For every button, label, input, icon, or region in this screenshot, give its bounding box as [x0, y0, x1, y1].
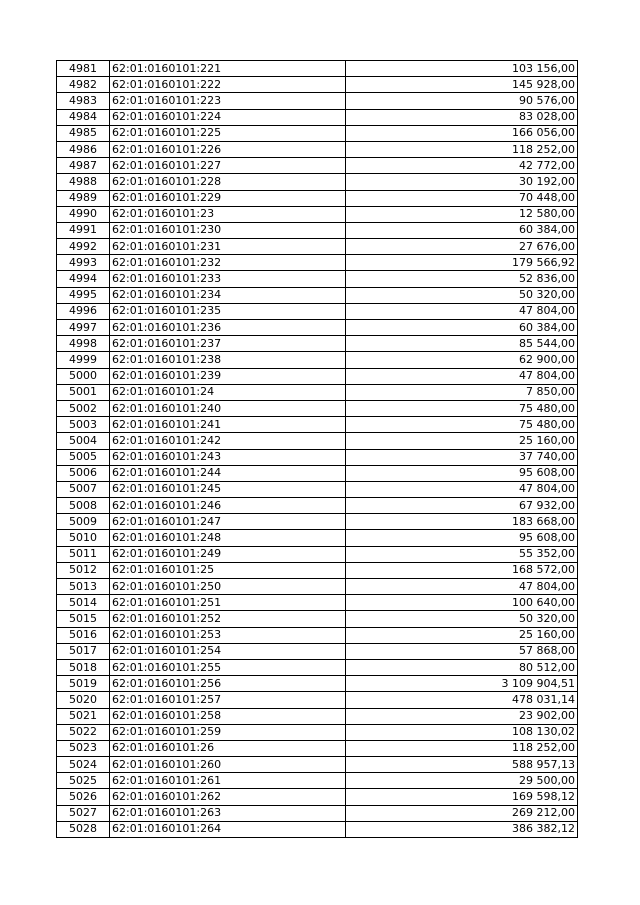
row-number-cell: 5010 [57, 530, 110, 546]
cadastral-number-cell: 62:01:0160101:256 [110, 676, 346, 692]
row-number-cell: 4983 [57, 93, 110, 109]
row-number-cell: 4989 [57, 190, 110, 206]
cadastral-value-cell: 478 031,14 [346, 692, 578, 708]
cadastral-value-cell: 166 056,00 [346, 125, 578, 141]
cadastral-number-cell: 62:01:0160101:260 [110, 757, 346, 773]
cadastral-number-cell: 62:01:0160101:243 [110, 449, 346, 465]
table-row [57, 498, 578, 514]
row-number-cell: 5028 [57, 821, 110, 837]
cadastral-number-cell: 62:01:0160101:250 [110, 579, 346, 595]
cadastral-number-cell: 62:01:0160101:238 [110, 352, 346, 368]
cadastral-number-cell: 62:01:0160101:222 [110, 77, 346, 93]
row-number-cell: 5002 [57, 400, 110, 416]
cadastral-number-cell: 62:01:0160101:242 [110, 433, 346, 449]
cadastral-value-cell: 47 804,00 [346, 368, 578, 384]
cadastral-value-cell: 25 160,00 [346, 433, 578, 449]
cadastral-value-cell: 108 130,02 [346, 724, 578, 740]
cadastral-value-cell: 70 448,00 [346, 190, 578, 206]
cadastral-value-cell: 588 957,13 [346, 757, 578, 773]
cadastral-number-cell: 62:01:0160101:237 [110, 336, 346, 352]
row-number-cell: 4991 [57, 222, 110, 238]
table-row [57, 352, 578, 368]
cadastral-value-cell: 386 382,12 [346, 821, 578, 837]
cadastral-number-cell: 62:01:0160101:235 [110, 303, 346, 319]
table-row [57, 757, 578, 773]
cadastral-number-cell: 62:01:0160101:259 [110, 724, 346, 740]
cadastral-value-cell: 50 320,00 [346, 287, 578, 303]
cadastral-number-cell: 62:01:0160101:261 [110, 773, 346, 789]
cadastral-value-cell: 25 160,00 [346, 627, 578, 643]
row-number-cell: 4992 [57, 239, 110, 255]
row-number-cell: 5009 [57, 514, 110, 530]
row-number-cell: 5006 [57, 465, 110, 481]
table-row [57, 659, 578, 675]
row-number-cell: 5020 [57, 692, 110, 708]
cadastral-value-cell: 179 566,92 [346, 255, 578, 271]
table-row [57, 287, 578, 303]
cadastral-value-cell: 67 932,00 [346, 498, 578, 514]
table-row [57, 465, 578, 481]
cadastral-value-cell: 169 598,12 [346, 789, 578, 805]
cadastral-number-cell: 62:01:0160101:232 [110, 255, 346, 271]
row-number-cell: 5017 [57, 643, 110, 659]
cadastral-value-cell: 168 572,00 [346, 562, 578, 578]
cadastral-value-cell: 118 252,00 [346, 740, 578, 756]
cadastral-value-cell: 95 608,00 [346, 530, 578, 546]
table-row [57, 158, 578, 174]
cadastral-value-cell: 23 902,00 [346, 708, 578, 724]
table-row [57, 514, 578, 530]
row-number-cell: 4996 [57, 303, 110, 319]
row-number-cell: 4997 [57, 320, 110, 336]
table-row [57, 643, 578, 659]
table-row [57, 125, 578, 141]
row-number-cell: 4990 [57, 206, 110, 222]
cadastral-number-cell: 62:01:0160101:25 [110, 562, 346, 578]
table-row [57, 206, 578, 222]
table-row [57, 481, 578, 497]
row-number-cell: 5027 [57, 805, 110, 821]
table-row [57, 740, 578, 756]
cadastral-value-cell: 37 740,00 [346, 449, 578, 465]
row-number-cell: 5008 [57, 498, 110, 514]
cadastral-number-cell: 62:01:0160101:26 [110, 740, 346, 756]
cadastral-value-cell: 3 109 904,51 [346, 676, 578, 692]
table-row [57, 368, 578, 384]
row-number-cell: 5016 [57, 627, 110, 643]
cadastral-number-cell: 62:01:0160101:264 [110, 821, 346, 837]
row-number-cell: 4985 [57, 125, 110, 141]
table-row [57, 773, 578, 789]
cadastral-number-cell: 62:01:0160101:227 [110, 158, 346, 174]
cadastral-value-cell: 103 156,00 [346, 61, 578, 77]
cadastral-value-cell: 60 384,00 [346, 320, 578, 336]
cadastral-value-cell: 47 804,00 [346, 579, 578, 595]
cadastral-number-cell: 62:01:0160101:246 [110, 498, 346, 514]
table-row [57, 805, 578, 821]
cadastral-number-cell: 62:01:0160101:251 [110, 595, 346, 611]
table-row [57, 174, 578, 190]
table-row [57, 789, 578, 805]
table-row [57, 109, 578, 125]
cadastral-number-cell: 62:01:0160101:255 [110, 659, 346, 675]
cadastral-number-cell: 62:01:0160101:249 [110, 546, 346, 562]
table-row [57, 627, 578, 643]
table-row [57, 61, 578, 77]
table-row [57, 336, 578, 352]
row-number-cell: 5003 [57, 417, 110, 433]
cadastral-value-cell: 183 668,00 [346, 514, 578, 530]
row-number-cell: 5012 [57, 562, 110, 578]
cadastral-number-cell: 62:01:0160101:257 [110, 692, 346, 708]
table-row [57, 611, 578, 627]
cadastral-value-cell: 27 676,00 [346, 239, 578, 255]
cadastral-number-cell: 62:01:0160101:225 [110, 125, 346, 141]
cadastral-table [56, 60, 578, 838]
table-row [57, 449, 578, 465]
table-row [57, 271, 578, 287]
cadastral-number-cell: 62:01:0160101:262 [110, 789, 346, 805]
cadastral-number-cell: 62:01:0160101:245 [110, 481, 346, 497]
cadastral-number-cell: 62:01:0160101:224 [110, 109, 346, 125]
row-number-cell: 4999 [57, 352, 110, 368]
cadastral-number-cell: 62:01:0160101:234 [110, 287, 346, 303]
row-number-cell: 4993 [57, 255, 110, 271]
cadastral-value-cell: 55 352,00 [346, 546, 578, 562]
cadastral-number-cell: 62:01:0160101:233 [110, 271, 346, 287]
cadastral-number-cell: 62:01:0160101:230 [110, 222, 346, 238]
row-number-cell: 5000 [57, 368, 110, 384]
table-row [57, 77, 578, 93]
cadastral-value-cell: 42 772,00 [346, 158, 578, 174]
row-number-cell: 5004 [57, 433, 110, 449]
table-row [57, 724, 578, 740]
table-row [57, 384, 578, 400]
table-row [57, 676, 578, 692]
row-number-cell: 4994 [57, 271, 110, 287]
row-number-cell: 4987 [57, 158, 110, 174]
table-body [57, 61, 578, 838]
table-row [57, 821, 578, 837]
cadastral-number-cell: 62:01:0160101:254 [110, 643, 346, 659]
cadastral-number-cell: 62:01:0160101:244 [110, 465, 346, 481]
cadastral-value-cell: 47 804,00 [346, 303, 578, 319]
cadastral-value-cell: 118 252,00 [346, 141, 578, 157]
cadastral-value-cell: 90 576,00 [346, 93, 578, 109]
row-number-cell: 5007 [57, 481, 110, 497]
cadastral-value-cell: 145 928,00 [346, 77, 578, 93]
row-number-cell: 4986 [57, 141, 110, 157]
cadastral-number-cell: 62:01:0160101:247 [110, 514, 346, 530]
cadastral-value-cell: 50 320,00 [346, 611, 578, 627]
row-number-cell: 4984 [57, 109, 110, 125]
table-row [57, 93, 578, 109]
cadastral-number-cell: 62:01:0160101:23 [110, 206, 346, 222]
row-number-cell: 5014 [57, 595, 110, 611]
row-number-cell: 5021 [57, 708, 110, 724]
table-row [57, 692, 578, 708]
cadastral-value-cell: 52 836,00 [346, 271, 578, 287]
table-row [57, 255, 578, 271]
table-row [57, 595, 578, 611]
table-row [57, 433, 578, 449]
cadastral-value-cell: 80 512,00 [346, 659, 578, 675]
row-number-cell: 5022 [57, 724, 110, 740]
table-row [57, 400, 578, 416]
row-number-cell: 4981 [57, 61, 110, 77]
row-number-cell: 5024 [57, 757, 110, 773]
table-row [57, 708, 578, 724]
cadastral-value-cell: 29 500,00 [346, 773, 578, 789]
cadastral-value-cell: 57 868,00 [346, 643, 578, 659]
cadastral-value-cell: 83 028,00 [346, 109, 578, 125]
row-number-cell: 5011 [57, 546, 110, 562]
cadastral-value-cell: 30 192,00 [346, 174, 578, 190]
cadastral-number-cell: 62:01:0160101:231 [110, 239, 346, 255]
cadastral-value-cell: 269 212,00 [346, 805, 578, 821]
row-number-cell: 5015 [57, 611, 110, 627]
cadastral-value-cell: 75 480,00 [346, 417, 578, 433]
cadastral-number-cell: 62:01:0160101:258 [110, 708, 346, 724]
cadastral-number-cell: 62:01:0160101:241 [110, 417, 346, 433]
cadastral-number-cell: 62:01:0160101:236 [110, 320, 346, 336]
table-row [57, 562, 578, 578]
cadastral-value-cell: 100 640,00 [346, 595, 578, 611]
row-number-cell: 5001 [57, 384, 110, 400]
row-number-cell: 4995 [57, 287, 110, 303]
cadastral-number-cell: 62:01:0160101:248 [110, 530, 346, 546]
table-row [57, 417, 578, 433]
row-number-cell: 4988 [57, 174, 110, 190]
row-number-cell: 4982 [57, 77, 110, 93]
table-row [57, 530, 578, 546]
cadastral-value-cell: 95 608,00 [346, 465, 578, 481]
table-row [57, 222, 578, 238]
table-row [57, 579, 578, 595]
cadastral-number-cell: 62:01:0160101:24 [110, 384, 346, 400]
cadastral-number-cell: 62:01:0160101:221 [110, 61, 346, 77]
cadastral-value-cell: 7 850,00 [346, 384, 578, 400]
row-number-cell: 5013 [57, 579, 110, 595]
cadastral-value-cell: 60 384,00 [346, 222, 578, 238]
table-row [57, 546, 578, 562]
cadastral-number-cell: 62:01:0160101:252 [110, 611, 346, 627]
row-number-cell: 5018 [57, 659, 110, 675]
cadastral-number-cell: 62:01:0160101:240 [110, 400, 346, 416]
table-row [57, 190, 578, 206]
table-row [57, 320, 578, 336]
row-number-cell: 5005 [57, 449, 110, 465]
row-number-cell: 5023 [57, 740, 110, 756]
row-number-cell: 5025 [57, 773, 110, 789]
cadastral-number-cell: 62:01:0160101:229 [110, 190, 346, 206]
table-row [57, 239, 578, 255]
row-number-cell: 5019 [57, 676, 110, 692]
cadastral-value-cell: 75 480,00 [346, 400, 578, 416]
table-row [57, 141, 578, 157]
row-number-cell: 5026 [57, 789, 110, 805]
cadastral-number-cell: 62:01:0160101:263 [110, 805, 346, 821]
cadastral-value-cell: 85 544,00 [346, 336, 578, 352]
cadastral-number-cell: 62:01:0160101:226 [110, 141, 346, 157]
cadastral-value-cell: 47 804,00 [346, 481, 578, 497]
table-row [57, 303, 578, 319]
cadastral-number-cell: 62:01:0160101:223 [110, 93, 346, 109]
cadastral-value-cell: 12 580,00 [346, 206, 578, 222]
cadastral-value-cell: 62 900,00 [346, 352, 578, 368]
cadastral-number-cell: 62:01:0160101:228 [110, 174, 346, 190]
row-number-cell: 4998 [57, 336, 110, 352]
cadastral-number-cell: 62:01:0160101:253 [110, 627, 346, 643]
cadastral-number-cell: 62:01:0160101:239 [110, 368, 346, 384]
